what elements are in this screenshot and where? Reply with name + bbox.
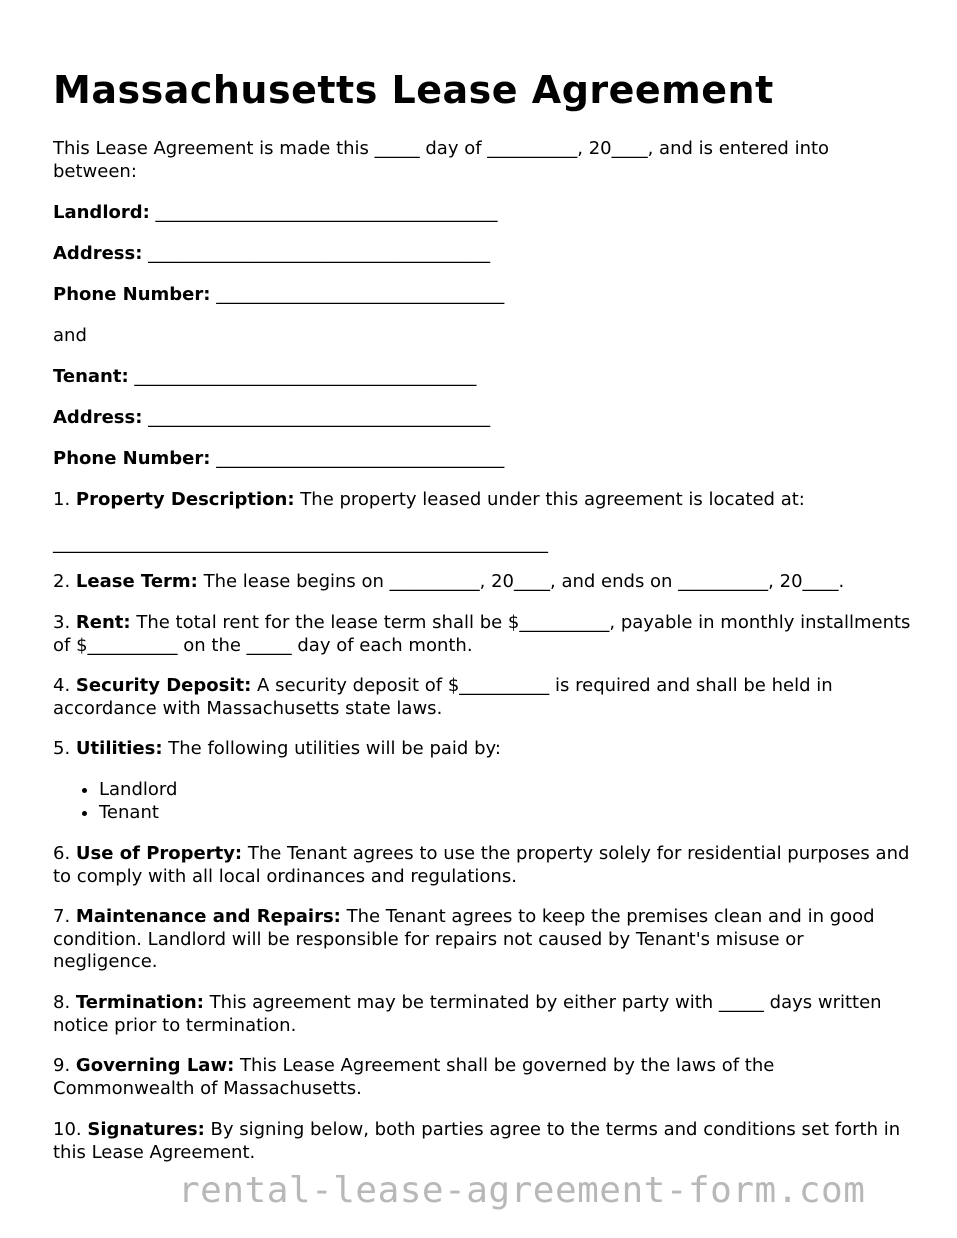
tenant-address-field <box>53 407 913 430</box>
section-number: 10. <box>53 1119 82 1140</box>
section-number: 5. <box>53 738 71 759</box>
section-utilities <box>53 738 913 761</box>
section-signatures <box>53 1119 913 1164</box>
landlord-name-field <box>53 202 913 225</box>
section-text: This Lease Agreement shall be governed by the laws of the Commonwealth of Massachusetts. <box>53 1055 775 1099</box>
tenant-name-label: Tenant: <box>53 366 129 387</box>
section-heading: Termination: <box>75 992 204 1013</box>
section-text: The lease begins on __________, 20____, and ends on __________, 20____. <box>197 571 845 592</box>
and-text: and <box>53 325 87 346</box>
section-heading: Governing Law: <box>75 1055 235 1076</box>
section-number: 4. <box>53 675 71 696</box>
section-text: By signing below, both parties agree to the terms and conditions set forth in this Lease Agreement. <box>53 1119 901 1163</box>
section-number: 6. <box>53 843 71 864</box>
section-text: The Tenant agrees to keep the premises clean and in good condition. Landlord will be responsible for repairs not caused by Tenant's misuse or negligence. <box>53 906 875 972</box>
section-heading: Rent: <box>75 612 131 633</box>
landlord-phone-label: Phone Number: <box>53 284 211 305</box>
section-heading: Lease Term: <box>75 571 198 592</box>
section-number: 8. <box>53 992 71 1013</box>
tenant-name-blank: ______________________________________ <box>128 366 477 387</box>
section-number: 3. <box>53 612 71 633</box>
section-maintenance-repairs <box>53 906 913 974</box>
section-heading: Signatures: <box>87 1119 205 1140</box>
section-heading: Use of Property: <box>75 843 243 864</box>
tenant-phone-blank: ________________________________ <box>210 448 505 469</box>
section-text: The property leased under this agreement is located at: <box>294 489 805 510</box>
section-governing-law <box>53 1055 913 1100</box>
section-text: A security deposit of $__________ is required and shall be held in accordance with Massachusetts state laws. <box>53 675 833 719</box>
tenant-address-blank: ______________________________________ <box>142 407 491 428</box>
section-number: 7. <box>53 906 71 927</box>
section-text: This agreement may be terminated by either party with _____ days written notice prior to termination. <box>53 992 882 1036</box>
landlord-phone-field <box>53 284 913 307</box>
landlord-address-field <box>53 243 913 266</box>
section-property-description <box>53 489 913 512</box>
tenant-phone-label: Phone Number: <box>53 448 211 469</box>
section-number: 2. <box>53 571 71 592</box>
utilities-list <box>53 779 177 824</box>
section-text: The following utilities will be paid by: <box>162 738 501 759</box>
landlord-address-blank: ______________________________________ <box>142 243 491 264</box>
tenant-phone-field <box>53 448 913 471</box>
tenant-address-label: Address: <box>53 407 143 428</box>
list-item: • Landlord <box>99 779 177 802</box>
section-rent <box>53 612 913 657</box>
landlord-address-label: Address: <box>53 243 143 264</box>
section-termination <box>53 992 913 1037</box>
section-text: The total rent for the lease term shall be $__________, payable in monthly installments of $__________ on the _____ day of each month. <box>53 612 911 656</box>
section-text: The Tenant agrees to use the property solely for residential purposes and to comply with all local ordinances and regulations. <box>53 843 910 887</box>
landlord-name-label: Landlord: <box>53 202 150 223</box>
list-item: • Tenant <box>99 802 177 825</box>
section-heading: Property Description: <box>75 489 295 510</box>
section-heading: Maintenance and Repairs: <box>75 906 341 927</box>
intro-paragraph: This Lease Agreement is made this _____ day of __________, 20____, and is entered into between: <box>53 138 830 182</box>
landlord-phone-blank: ________________________________ <box>210 284 505 305</box>
watermark: rental-lease-agreement-form.com <box>178 1170 866 1211</box>
section-use-of-property <box>53 843 913 888</box>
section-number: 1. <box>53 489 71 510</box>
property-address-blank: _______________________________________________________ <box>53 533 548 554</box>
landlord-name-blank: ______________________________________ <box>149 202 498 223</box>
section-heading: Security Deposit: <box>75 675 252 696</box>
section-number: 9. <box>53 1055 71 1076</box>
section-heading: Utilities: <box>75 738 163 759</box>
tenant-name-field <box>53 366 913 389</box>
section-security-deposit <box>53 675 913 720</box>
page-title: Massachusetts Lease Agreement <box>53 68 774 112</box>
section-lease-term <box>53 571 913 594</box>
